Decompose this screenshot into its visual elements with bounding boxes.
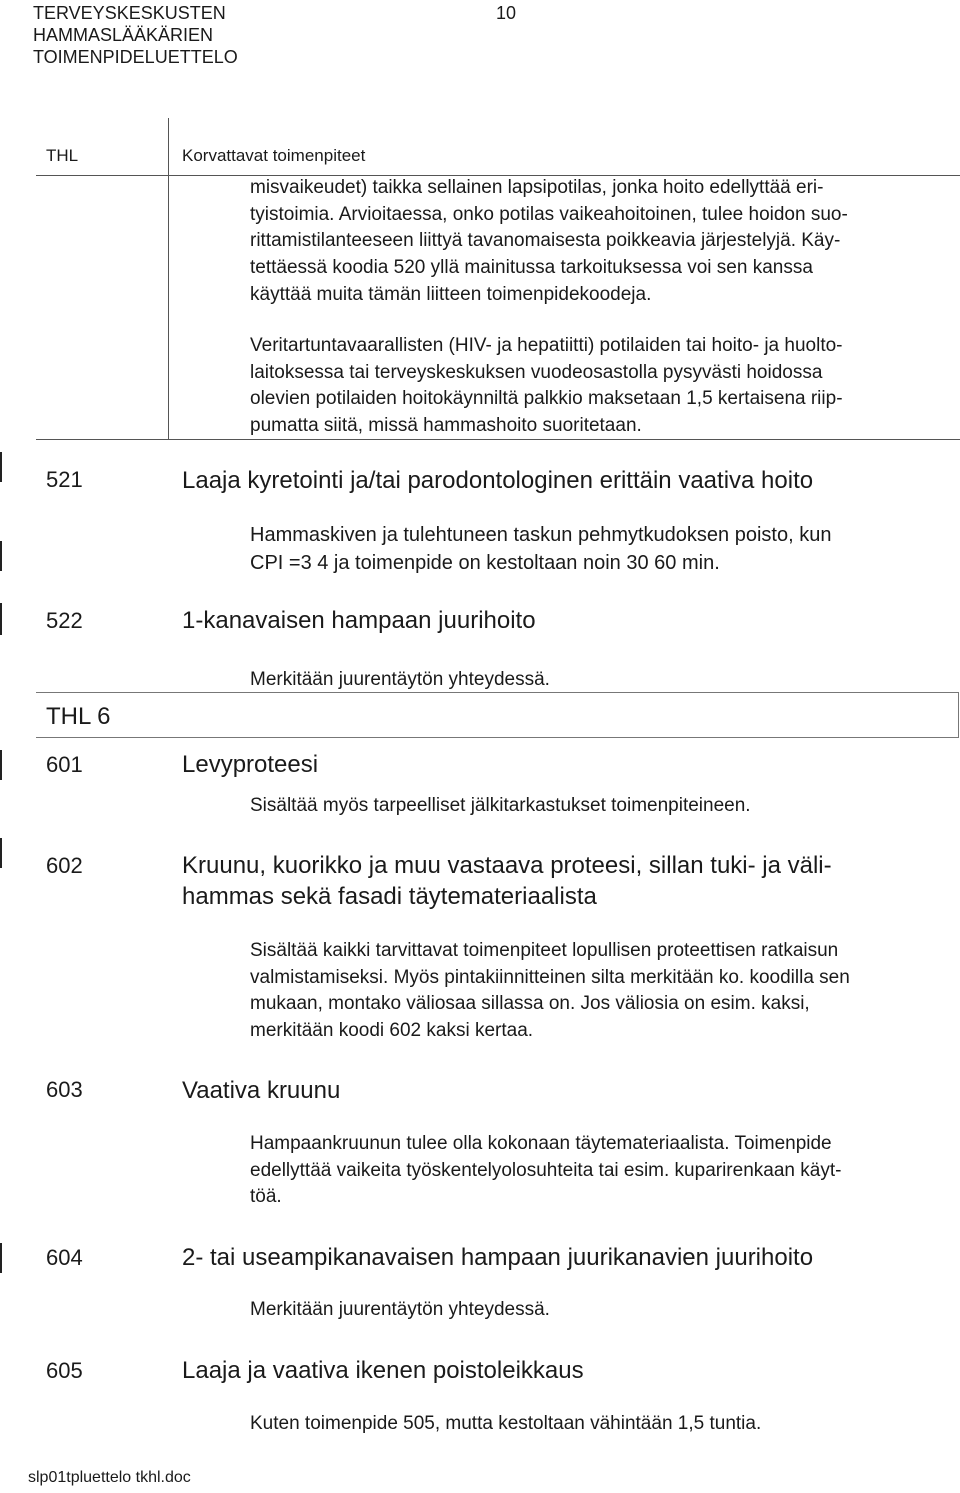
section-header-box xyxy=(36,692,959,738)
procedure-description: Merkitään juurentäytön yhteydessä. xyxy=(250,669,550,690)
procedure-description: Sisältää kaikki tarvittavat toimenpiteet lopullisen proteettisen ratkaisun valmistamiseksi. Myös pintakiinnitteinen silta merkitään ko. koodilla sen mukaan, montako väliosaa sillassa on. Jos väliosia on esim. kaksi, merkitään koodi 602 kaksi kertaa. xyxy=(250,940,850,1042)
change-bar xyxy=(0,452,2,482)
footer-filename: slp01tpluettelo tkhl.doc xyxy=(28,1469,191,1486)
header-line-2: HAMMASLÄÄKÄRIEN xyxy=(33,25,214,45)
procedure-title: Levyproteesi xyxy=(182,751,319,778)
header-line-3: TOIMENPIDELUETTELO xyxy=(33,47,238,67)
procedure-title: Laaja ja vaativa ikenen poistoleikkaus xyxy=(182,1357,584,1384)
procedure-code: 603 xyxy=(46,1077,83,1102)
procedure-code: 602 xyxy=(46,853,83,878)
procedure-description: Kuten toimenpide 505, mutta kestoltaan vähintään 1,5 tuntia. xyxy=(250,1413,762,1434)
change-bar xyxy=(0,1243,2,1273)
procedure-description: Sisältää myös tarpeelliset jälkitarkastukset toimenpiteineen. xyxy=(250,795,751,816)
change-bar xyxy=(0,603,2,635)
procedure-title: 2- tai useampikanavaisen hampaan juurikanavien juurihoito xyxy=(182,1244,814,1271)
procedure-description: Hampaankruunun tulee olla kokonaan täytemateriaalista. Toimenpide edellyttää vaikeita työskentelyolosuhteita tai esim. kuparirenkaan käyt- töä. xyxy=(250,1133,842,1208)
table-header-thl: THL xyxy=(46,146,79,165)
change-bar xyxy=(0,750,2,780)
procedure-title: Laaja kyretointi ja/tai parodontologinen erittäin vaativa hoito xyxy=(182,467,814,494)
intro-paragraph: misvaikeudet) taikka sellainen lapsipotilas, jonka hoito edellyttää eri- tyistoimia. Arvioitaessa, onko potilas vaikeahoitoinen, tulee hoidon suo- rittamistilanteeseen liittyä tavanomaisesta poikkeavia järjestelyjä. Käy- tettäessä koodia 520 yllä mainitussa tarkoituksessa voi sen kanssa käyttää muita tämän liitteen toimenpidekoodeja. xyxy=(250,177,848,305)
change-bar xyxy=(0,541,2,571)
table-header-measures: Korvattavat toimenpiteet xyxy=(182,146,366,165)
procedure-description: Hammaskiven ja tulehtuneen taskun pehmytkudoksen poisto, kun CPI =3 4 ja toimenpide on kestoltaan noin 30 60 min. xyxy=(250,524,832,574)
procedure-code: 605 xyxy=(46,1358,83,1383)
header-line-1: TERVEYSKESKUSTEN xyxy=(33,3,226,23)
page-number: 10 xyxy=(496,3,517,23)
change-bar xyxy=(0,838,2,868)
bloodborne-paragraph: Veritartuntavaarallisten (HIV- ja hepatiitti) potilaiden tai hoito- ja huolto- laitoksessa tai terveyskeskuksen vuodeosastolla pysyvästi hoidossa olevien potilaiden hoitokäynniltä palkkio maksetaan 1,5 kertaisena riip- pumatta siitä, missä hammashoito suoritetaan. xyxy=(250,335,843,437)
column-divider xyxy=(168,118,169,440)
procedure-code: 601 xyxy=(46,752,83,777)
procedure-code: 522 xyxy=(46,608,83,633)
procedure-title: Vaativa kruunu xyxy=(182,1077,341,1104)
procedure-description: Merkitään juurentäytön yhteydessä. xyxy=(250,1299,550,1320)
procedure-code: 604 xyxy=(46,1245,83,1270)
procedure-code: 521 xyxy=(46,467,83,492)
section-header: THL 6 xyxy=(46,703,111,730)
procedure-title: 1-kanavaisen hampaan juurihoito xyxy=(182,607,536,634)
procedure-title: Kruunu, kuorikko ja muu vastaava proteesi, sillan tuki- ja väli- hammas sekä fasadi täytemateriaalista xyxy=(182,852,832,910)
